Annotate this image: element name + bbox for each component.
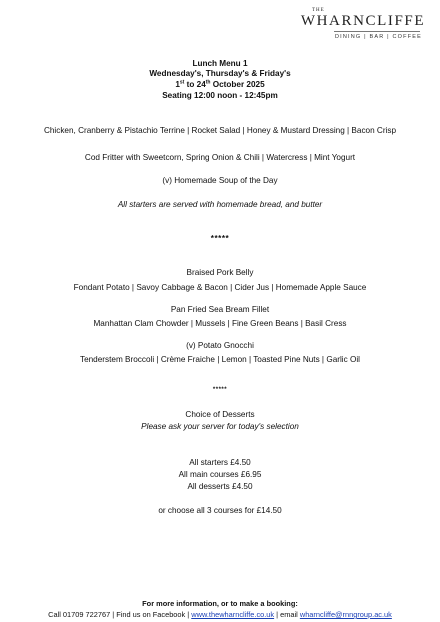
desserts-title: Choice of Desserts xyxy=(185,410,255,419)
footer-heading: For more information, or to make a booking: xyxy=(142,599,298,608)
menu-days: Wednesday's, Thursday's & Friday's xyxy=(149,69,291,78)
logo-the-text: THE xyxy=(312,8,325,13)
footer-contact xyxy=(0,610,440,619)
logo-name-text: WHARNCLIFFE xyxy=(300,13,426,29)
price-mains: All main courses £6.95 xyxy=(178,470,262,479)
dates-to: to 24 xyxy=(184,80,206,89)
starter-item-3: (v) Homemade Soup of the Day xyxy=(162,176,278,185)
starters-note: All starters are served with homemade bread, and butter xyxy=(117,200,323,209)
main-item-2-title: Pan Fried Sea Bream Fillet xyxy=(170,305,270,314)
brand-logo xyxy=(298,8,428,40)
price-desserts: All desserts £4.50 xyxy=(187,482,253,491)
menu-title: Lunch Menu 1 xyxy=(192,59,248,68)
menu-dates xyxy=(0,80,440,90)
footer-email-label: | email xyxy=(274,610,300,619)
main-item-3-title: (v) Potato Gnocchi xyxy=(186,341,254,350)
logo-subtitle: DINING | BAR | COFFEE xyxy=(334,34,422,40)
dates-start-num: 1 xyxy=(175,80,180,89)
separator-2: ***** xyxy=(212,387,228,393)
price-starters: All starters £4.50 xyxy=(189,458,251,467)
separator-1: ***** xyxy=(210,234,230,243)
starter-item-2: Cod Fritter with Sweetcorn, Spring Onion & Chili | Watercress | Mint Yogurt xyxy=(84,153,356,162)
footer-call-text: Call 01709 722767 | Find us on Facebook | xyxy=(48,610,192,619)
dates-end-sup: th xyxy=(205,79,211,86)
seating-time: Seating 12:00 noon - 12:45pm xyxy=(162,91,278,100)
dates-rest: October 2025 xyxy=(210,80,265,89)
website-link[interactable]: www.thewharncliffe.co.uk xyxy=(191,610,275,619)
logo-divider xyxy=(334,31,420,32)
email-link[interactable]: wharncliffe@rnngroup.ac.uk xyxy=(299,610,392,619)
main-item-2-desc: Manhattan Clam Chowder | Mussels | Fine Green Beans | Basil Cress xyxy=(93,319,347,328)
desserts-note: Please ask your server for today's selection xyxy=(141,422,299,431)
starter-item-1: Chicken, Cranberry & Pistachio Terrine | Rocket Salad | Honey & Mustard Dressing | Bacon Crisp xyxy=(43,126,397,135)
main-item-1-title: Braised Pork Belly xyxy=(186,268,254,277)
main-item-1-desc: Fondant Potato | Savoy Cabbage & Bacon | Cider Jus | Homemade Apple Sauce xyxy=(73,283,367,292)
main-item-3-desc: Tenderstem Broccoli | Crème Fraiche | Lemon | Toasted Pine Nuts | Garlic Oil xyxy=(79,355,360,364)
price-combo: or choose all 3 courses for £14.50 xyxy=(158,506,282,515)
dates-start-sup: st xyxy=(179,79,185,86)
